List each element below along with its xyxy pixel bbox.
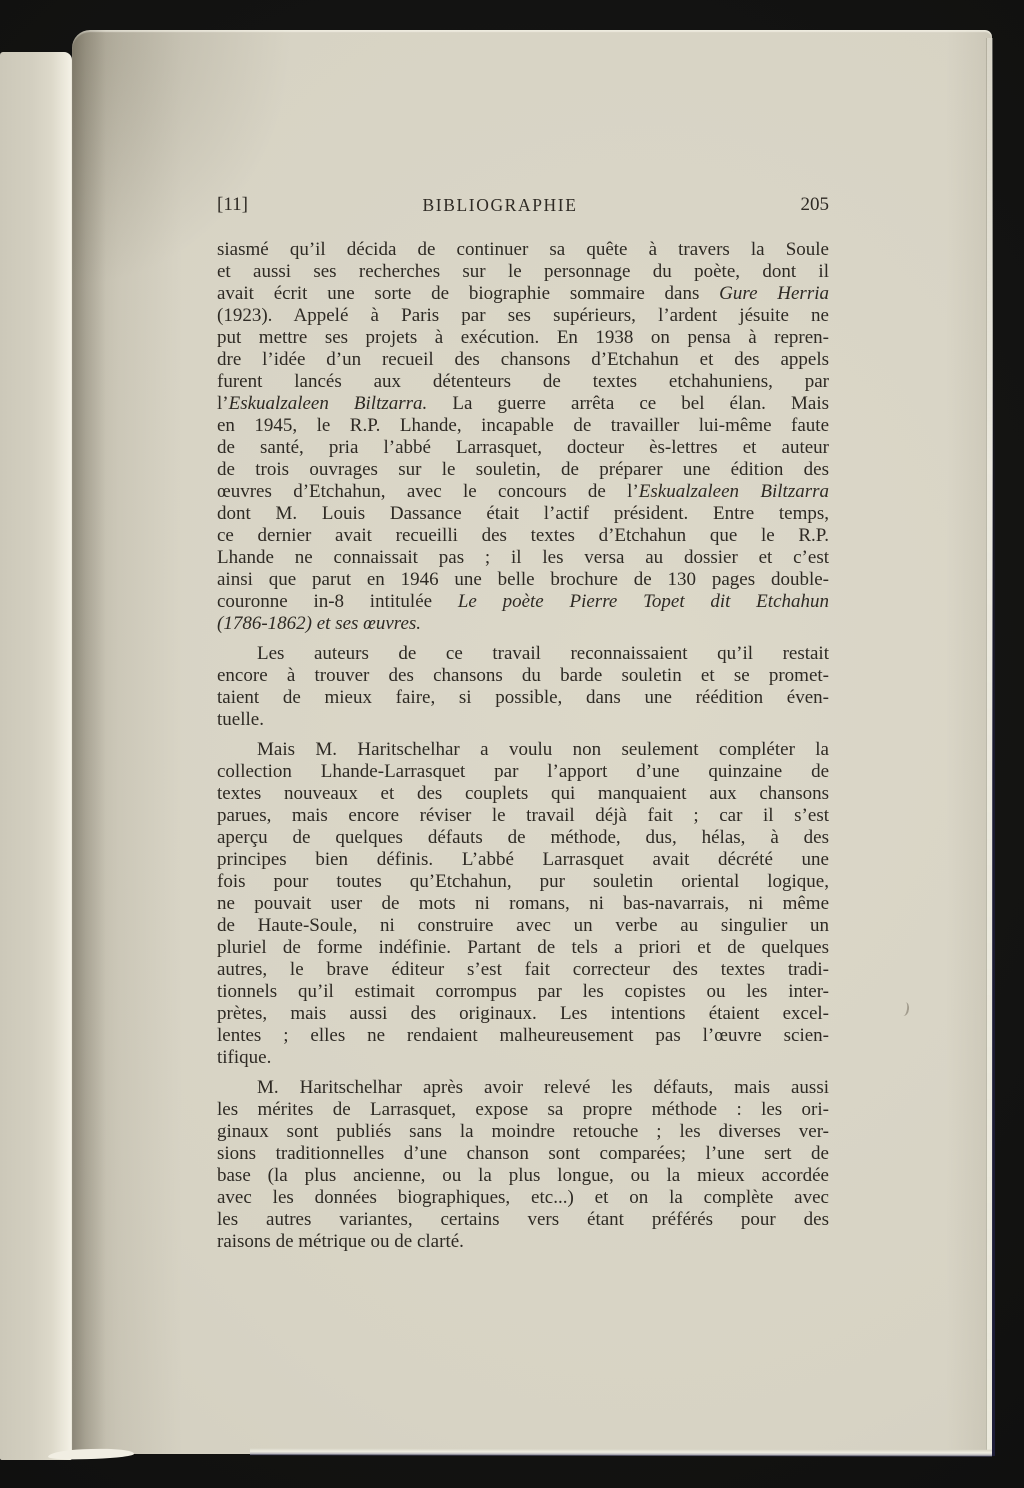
facing-page-edge xyxy=(0,52,72,1460)
text-line: tuelle. xyxy=(217,709,264,730)
text-line: dont M. Louis Dassance était l’actif président. Entre temps, xyxy=(217,503,829,524)
section-marker: [11] xyxy=(217,194,248,215)
text-line: siasmé qu’il décida de continuer sa quête à travers la Soule xyxy=(217,239,829,260)
text-line: en 1945, le R.P. Lhande, incapable de travailler lui-même faute xyxy=(217,415,829,436)
text-line: pluriel de forme indéfinie. Partant de tels a priori et de quelques xyxy=(217,937,829,958)
text-line: de trois ouvrages sur le souletin, de préparer une édition des xyxy=(217,459,829,480)
text-line: raisons de métrique ou de clarté. xyxy=(217,1231,464,1252)
text-line: de santé, pria l’abbé Larrasquet, docteur ès-lettres et auteur xyxy=(217,437,829,458)
page-text-block xyxy=(217,239,829,1253)
paragraph xyxy=(217,739,829,1069)
paragraph xyxy=(217,239,829,635)
text-line: M. Haritschelhar après avoir relevé les défauts, mais aussi xyxy=(257,1077,829,1098)
text-line: Les auteurs de ce travail reconnaissaient qu’il restait xyxy=(257,643,829,664)
text-line: ne pouvait user de mots ni romans, ni bas-navarrais, ni même xyxy=(217,893,829,914)
text-line: les mérites de Larrasquet, expose sa propre méthode : les ori- xyxy=(217,1099,829,1120)
text-line: principes bien définis. L’abbé Larrasquet avait décrété une xyxy=(217,849,829,870)
text-line: base (la plus ancienne, ou la plus longue, ou la mieux accordée xyxy=(217,1165,829,1186)
text-line: fois pour toutes qu’Etchahun, pur souletin oriental logique, xyxy=(217,871,829,892)
text-line: put mettre ses projets à exécution. En 1938 on pensa à repren- xyxy=(217,327,829,348)
paragraph xyxy=(217,1077,829,1253)
text-line: ce dernier avait recueilli des textes d’Etchahun que le R.P. xyxy=(217,525,829,546)
text-line: couronne in-8 intitulée Le poète Pierre Topet dit Etchahun xyxy=(217,591,829,612)
text-line: autres, le brave éditeur s’est fait correcteur des textes tradi- xyxy=(217,959,829,980)
pen-mark xyxy=(899,1001,910,1016)
gutter-shadow xyxy=(72,30,106,1454)
text-line: ainsi que parut en 1946 une belle brochure de 130 pages double- xyxy=(217,569,829,590)
text-line: collection Lhande-Larrasquet par l’apport d’une quinzaine de xyxy=(217,761,829,782)
page-header xyxy=(217,194,829,218)
text-line: œuvres d’Etchahun, avec le concours de l’Eskualzaleen Biltzarra xyxy=(217,481,829,502)
text-line: textes nouveaux et des couplets qui manquaient aux chansons xyxy=(217,783,829,804)
text-line: taient de mieux faire, si possible, dans une réédition éven- xyxy=(217,687,829,708)
text-line: avait écrit une sorte de biographie sommaire dans Gure Herria xyxy=(217,283,829,304)
text-line: Lhande ne connaissait pas ; il les versa au dossier et c’est xyxy=(217,547,829,568)
text-line: (1786-1862) et ses œuvres. xyxy=(217,613,422,634)
text-line: lentes ; elles ne rendaient malheureusement pas l’œuvre scien- xyxy=(217,1025,829,1046)
paragraph xyxy=(217,643,829,731)
text-line: (1923). Appelé à Paris par ses supérieurs, l’ardent jésuite ne xyxy=(217,305,829,326)
text-line: prètes, mais aussi des originaux. Les intentions étaient excel- xyxy=(217,1003,829,1024)
text-line: aperçu de quelques défauts de méthode, dus, hélas, à des xyxy=(217,827,829,848)
text-line: les autres variantes, certains vers étant préférés pour des xyxy=(217,1209,829,1230)
book-page xyxy=(72,30,992,1454)
text-line: de Haute-Soule, ni construire avec un verbe au singulier un xyxy=(217,915,829,936)
text-line: dre l’idée d’un recueil des chansons d’Etchahun et des appels xyxy=(217,349,829,370)
text-line: Mais M. Haritschelhar a voulu non seulement compléter la xyxy=(257,739,829,760)
text-line: parues, mais encore réviser le travail déjà fait ; car il s’est xyxy=(217,805,829,826)
text-line: tionnels qu’il estimait corrompus par les copistes ou les inter- xyxy=(217,981,829,1002)
page-stack-edge-bottom xyxy=(250,1448,992,1457)
text-line: tifique. xyxy=(217,1047,272,1068)
page-number: 205 xyxy=(800,194,829,215)
text-line: sions traditionnelles d’une chanson sont comparées; l’une sert de xyxy=(217,1143,829,1164)
cover-edge-line-right xyxy=(992,330,995,1456)
text-line: avec les données biographiques, etc...) et on la complète avec xyxy=(217,1187,829,1208)
text-line: encore à trouver des chansons du barde souletin et se promet- xyxy=(217,665,829,686)
text-line: furent lancés aux détenteurs de textes etchahuniens, par xyxy=(217,371,829,392)
text-line: et aussi ses recherches sur le personnage du poète, dont il xyxy=(217,261,829,282)
running-title: BIBLIOGRAPHIE xyxy=(422,195,578,215)
text-line: l’Eskualzaleen Biltzarra. La guerre arrêta ce bel élan. Mais xyxy=(217,393,829,414)
text-line: ginaux sont publiés sans la moindre retouche ; les diverses ver- xyxy=(217,1121,829,1142)
